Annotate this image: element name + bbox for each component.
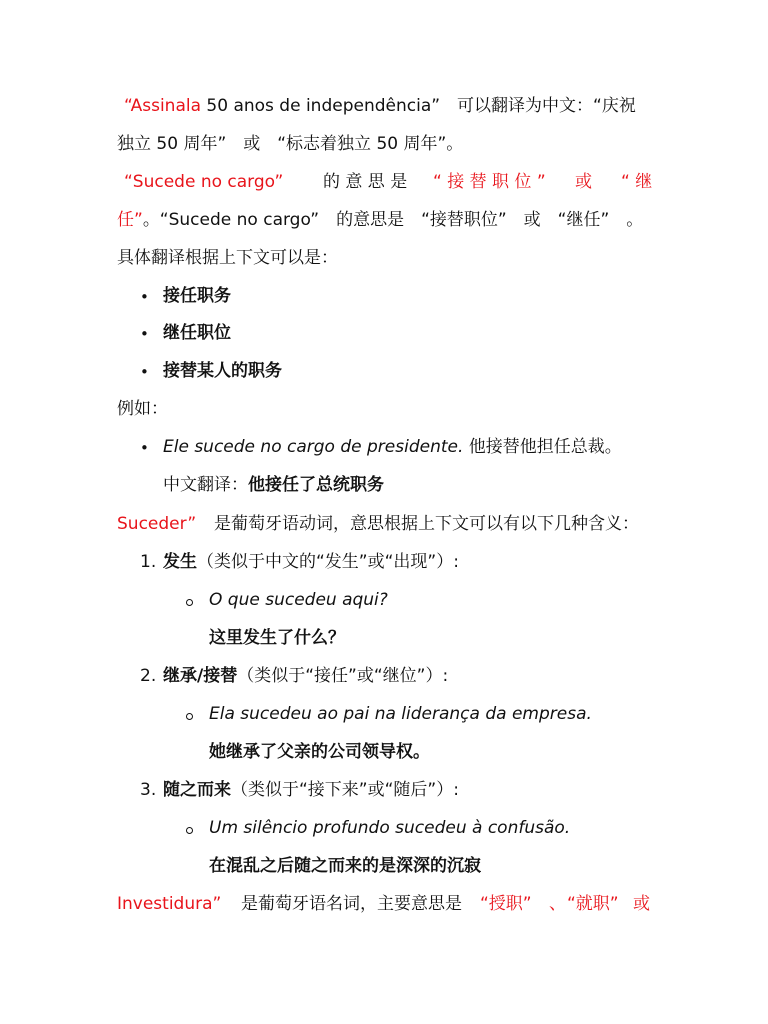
- meaning-translation: 在混乱之后随之而来的是深深的沉寂: [209, 856, 481, 876]
- example-sentence-cn: 他接替他担任总裁。: [463, 437, 622, 457]
- meaning-note: （类似于“接下来”或“随后”）:: [231, 780, 459, 800]
- suceder-heading: [117, 512, 196, 536]
- example-sentence-pt: Ele sucede no cargo de presidente.: [163, 437, 464, 457]
- investidura-intro: 是葡萄牙语名词，主要意思是: [241, 894, 462, 914]
- circle-bullet-icon: [186, 599, 193, 606]
- para1-line1: [124, 94, 636, 118]
- para2-line1-or: 或: [575, 172, 592, 192]
- investidura-quote1: “授职”: [480, 894, 532, 914]
- term-sucede-no-cargo: “Sucede no cargo”: [124, 172, 284, 192]
- investidura-or: 或: [633, 894, 650, 914]
- meaning-note: （类似于中文的“发生”或“出现”）:: [197, 552, 459, 572]
- para2-line2: [117, 208, 643, 232]
- investidura-quote2: “就职”: [567, 894, 619, 914]
- translation-value: 他接任了总统职务: [248, 475, 384, 495]
- circle-bullet-icon: [186, 713, 193, 720]
- term-investidura: Investidura”: [117, 894, 222, 914]
- list-item: 接替某人的职务: [163, 361, 282, 381]
- bullet-icon: •: [140, 363, 149, 381]
- bullet-icon: •: [140, 325, 149, 343]
- example-label: 例如：: [117, 399, 168, 419]
- meaning-title: 发生: [163, 552, 197, 572]
- list-number: 2.: [140, 666, 157, 686]
- term-assinala: “Assinala: [124, 96, 202, 116]
- term-suceder: Suceder”: [117, 514, 197, 534]
- list-item: 继任职位: [163, 323, 231, 343]
- meaning-title: 继承/接替: [163, 666, 238, 686]
- para2-line1: [124, 170, 283, 194]
- list-number: 1.: [140, 552, 157, 572]
- meaning-item: [163, 778, 459, 802]
- example-translation: [163, 473, 384, 497]
- meaning-example: Ela sucedeu ao pai na liderança da empresa.: [209, 704, 592, 724]
- meaning-note: （类似于“接任”或“继位”）:: [237, 666, 449, 686]
- meaning-example: O que sucedeu aqui?: [209, 590, 388, 610]
- investidura-heading: [117, 892, 221, 916]
- meaning-translation: 她继承了父亲的公司领导权。: [209, 742, 430, 762]
- translation-label: 中文翻译：: [163, 475, 248, 495]
- para1-line2: 独立 50 周年” 或 “标志着独立 50 周年”。: [117, 134, 464, 154]
- meaning-example: Um silêncio profundo sucedeu à confusão.: [209, 818, 571, 838]
- list-item: 接任职务: [163, 286, 231, 306]
- para2-line1-quote1: “ 接 替 职 位 ”: [433, 172, 546, 192]
- para2-line3: 具体翻译根据上下文可以是：: [117, 248, 338, 268]
- para2-line1-mid: 的 意 思 是: [323, 172, 408, 192]
- meaning-item: [163, 664, 448, 688]
- para2-line2-red: 任”: [117, 210, 143, 230]
- para1-line1-text: 50 anos de independência” 可以翻译为中文：“庆祝: [201, 96, 636, 116]
- meaning-translation: 这里发生了什么？: [209, 628, 345, 648]
- para2-line1-quote2: “ 继: [621, 172, 653, 192]
- investidura-sep: 、: [549, 894, 566, 914]
- bullet-icon: •: [140, 288, 149, 306]
- meaning-title: 随之而来: [163, 780, 231, 800]
- meaning-item: [163, 550, 459, 574]
- circle-bullet-icon: [186, 827, 193, 834]
- list-number: 3.: [140, 780, 157, 800]
- example-sentence: [163, 435, 622, 459]
- bullet-icon: •: [140, 439, 149, 457]
- para2-line2-text: 。“Sucede no cargo” 的意思是 “接替职位” 或 “继任” 。: [142, 210, 644, 230]
- suceder-intro: 是葡萄牙语动词，意思根据上下文可以有以下几种含义：: [214, 514, 639, 534]
